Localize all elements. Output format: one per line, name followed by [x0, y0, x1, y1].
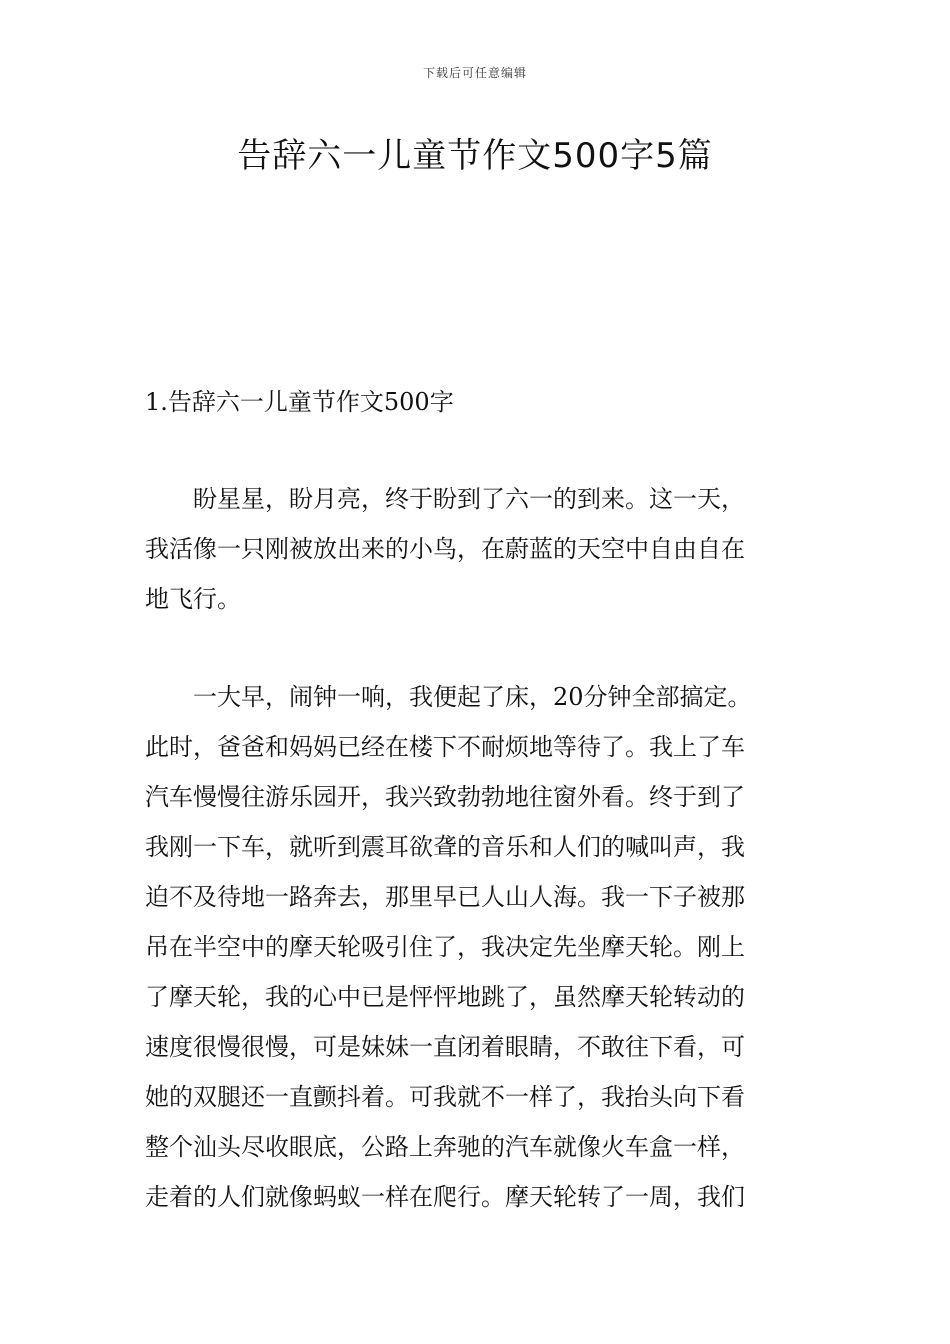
paragraph-line: 一大早，闹钟一响，我便起了床，20分钟全部搞定。 — [145, 683, 752, 711]
paragraph-line: 地飞行。 — [145, 585, 241, 613]
paragraph-line: 了摩天轮，我的心中已是怦怦地跳了，虽然摩天轮转动的 — [145, 983, 745, 1011]
paragraph-line: 此时，爸爸和妈妈已经在楼下不耐烦地等待了。我上了车 — [145, 733, 745, 761]
section-heading: 1.告辞六一儿童节作文500字 — [145, 388, 454, 416]
paragraph-2 — [145, 672, 817, 1222]
paragraph-line: 汽车慢慢往游乐园开，我兴致勃勃地往窗外看。终于到了 — [145, 783, 745, 811]
paragraph-line: 她的双腿还一直颤抖着。可我就不一样了，我抬头向下看 — [145, 1083, 745, 1111]
paragraph-line: 走着的人们就像蚂蚁一样在爬行。摩天轮转了一周，我们 — [145, 1183, 745, 1211]
paragraph-line: 盼星星，盼月亮，终于盼到了六一的到来。这一天， — [145, 485, 745, 513]
paragraph-line: 速度很慢很慢，可是妹妹一直闭着眼睛，不敢往下看，可 — [145, 1033, 745, 1061]
paragraph-line: 我活像一只刚被放出来的小鸟，在蔚蓝的天空中自由自在 — [145, 535, 745, 563]
paragraph-line: 吊在半空中的摩天轮吸引住了，我决定先坐摩天轮。刚上 — [145, 933, 745, 961]
paragraph-line: 整个汕头尽收眼底，公路上奔驰的汽车就像火车盒一样， — [145, 1133, 745, 1161]
document-title: 告辞六一儿童节作文500字5篇 — [237, 136, 713, 176]
paragraph-line: 我刚一下车，就听到震耳欲聋的音乐和人们的喊叫声，我 — [145, 833, 745, 861]
paragraph-line: 迫不及待地一路奔去，那里早已人山人海。我一下子被那 — [145, 883, 745, 911]
paragraph-1 — [145, 474, 817, 624]
header-note: 下载后可任意编辑 — [422, 66, 527, 80]
